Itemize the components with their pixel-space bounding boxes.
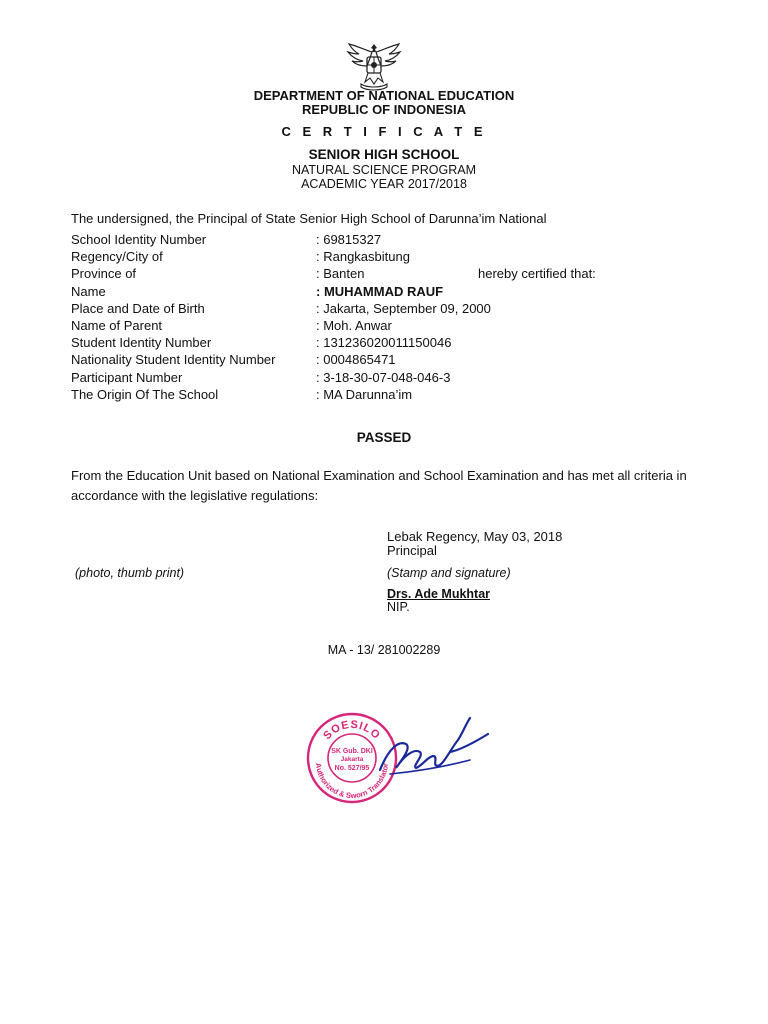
document-number: MA - 13/ 281002289 xyxy=(327,643,441,657)
principal-role: Principal xyxy=(387,543,437,558)
field-value: : 131236020011150046 xyxy=(316,335,452,351)
place-date: Lebak Regency, May 03, 2018 xyxy=(387,529,563,544)
field-label: Regency/City of xyxy=(71,249,163,265)
svg-text:SK Gub. DKI: SK Gub. DKI xyxy=(331,748,373,755)
field-label: The Origin Of The School xyxy=(71,386,219,402)
certified-text: hereby certified that: xyxy=(478,266,596,282)
certificate-title: C E R T I F I C A T E xyxy=(281,124,487,139)
signer-name: Drs. Ade Mukhtar xyxy=(387,587,491,601)
svg-text:No. 527/95: No. 527/95 xyxy=(334,765,370,772)
field-label: School Identity Number xyxy=(71,232,207,247)
field-value: : MA Darunna’im xyxy=(316,386,413,402)
svg-text:Jakarta: Jakarta xyxy=(340,756,364,763)
program-heading: NATURAL SCIENCE PROGRAM xyxy=(291,163,477,177)
garuda-emblem-icon xyxy=(343,40,405,92)
school-type-heading: SENIOR HIGH SCHOOL xyxy=(308,147,460,162)
criteria-paragraph: From the Education Unit based on National Examination and School Examination and has met all criteria in accordance with the legislative regulations: xyxy=(71,468,687,503)
field-value: : 3-18-30-07-048-046-3 xyxy=(316,369,451,385)
field-label: Student Identity Number xyxy=(71,335,212,351)
field-value: : Jakarta, September 09, 2000 xyxy=(316,300,491,316)
field-label: Nationality Student Identity Number xyxy=(71,352,276,368)
field-label: Place and Date of Birth xyxy=(71,300,205,316)
republic-heading: REPUBLIC OF INDONESIA xyxy=(302,102,466,117)
field-value: : Banten xyxy=(316,266,365,282)
svg-text:Authorized & Sworn Translator: Authorized & Sworn Translator xyxy=(313,762,391,801)
department-heading: DEPARTMENT OF NATIONAL EDUCATION xyxy=(253,88,515,103)
stamp-note: (Stamp and signature) xyxy=(387,566,511,580)
field-label: Name xyxy=(71,283,106,299)
intro-text: The undersigned, the Principal of State Senior High School of Darunna’im National xyxy=(71,211,547,226)
field-value: : 69815327 xyxy=(316,232,382,247)
translator-seal-stamp xyxy=(300,710,500,806)
svg-text:SOESILO: SOESILO xyxy=(321,718,383,743)
photo-note: (photo, thumb print) xyxy=(75,566,185,580)
field-label: Participant Number xyxy=(71,369,183,385)
field-label: Name of Parent xyxy=(71,317,163,333)
academic-year-heading: ACADEMIC YEAR 2017/2018 xyxy=(301,177,467,191)
nip-label: NIP. xyxy=(387,600,410,614)
signature-block xyxy=(387,530,562,558)
student-name: : MUHAMMAD RAUF xyxy=(316,283,444,299)
field-value: : Rangkasbitung xyxy=(316,249,410,265)
field-value: : 0004865471 xyxy=(316,352,396,368)
field-label: Province of xyxy=(71,266,137,282)
result-heading: PASSED xyxy=(356,430,412,445)
field-value: : Moh. Anwar xyxy=(316,317,392,333)
